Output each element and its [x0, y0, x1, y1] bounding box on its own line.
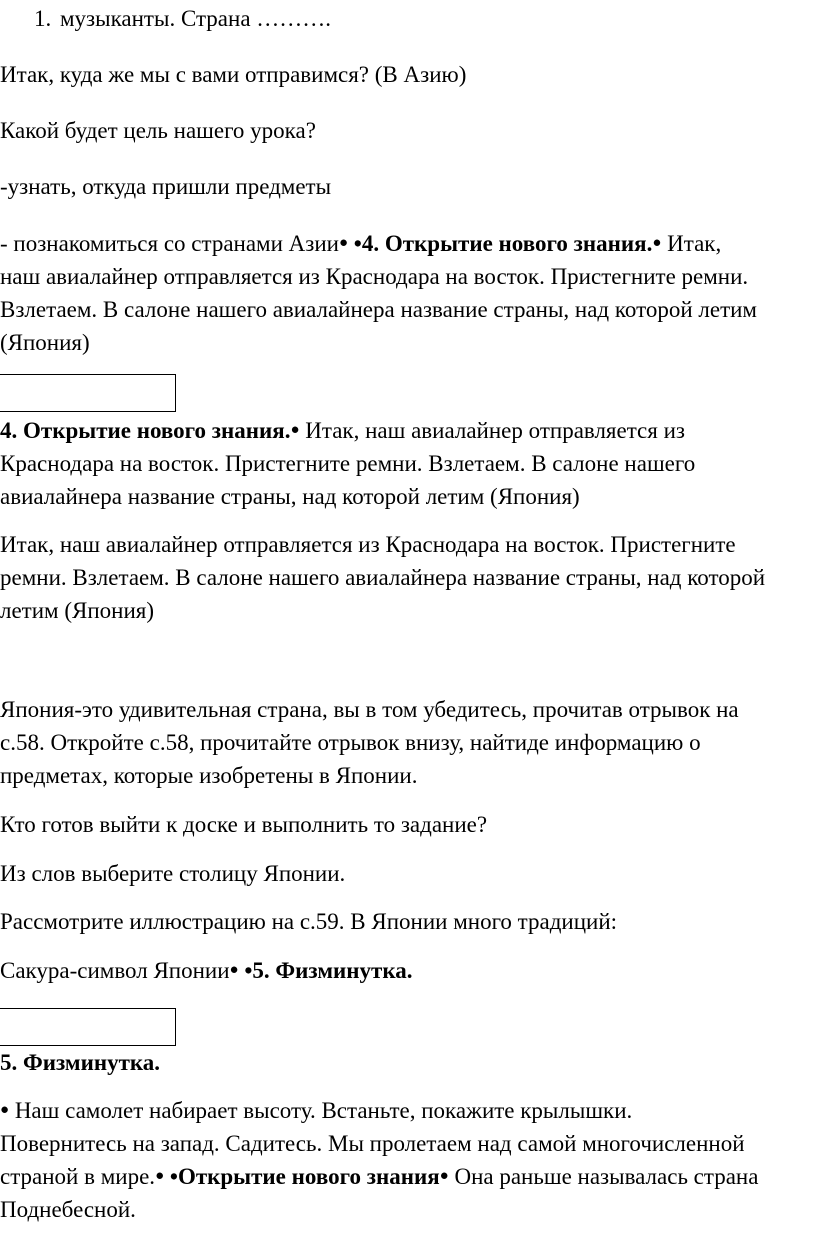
block5-line — [0, 955, 412, 990]
paragraph-asia-question: Итак, куда же мы с вами отправимся? (В Азию) — [0, 62, 467, 87]
list-item — [34, 3, 331, 34]
block6-separator: • — [164, 1164, 178, 1189]
block1-text-start: - познакомиться со странами Азии — [0, 231, 339, 256]
bullet-icon: ● — [290, 422, 300, 438]
heading-fizminutka — [0, 1047, 160, 1078]
block6-line2: Повернитесь на запад. Садитесь. Мы пролетаем над самой многочисленной — [0, 1131, 745, 1156]
bullet-icon: ● — [338, 235, 349, 251]
block4-line1: Япония-это удивительная страна, вы в том убедитесь, прочитав отрывок на — [0, 697, 739, 722]
block6-text: Наш самолет набирает высоту. Встаньте, покажите крылышки. — [9, 1098, 633, 1123]
bullet-icon: ● — [652, 235, 662, 251]
block6-heading: Открытие нового знания — [177, 1164, 440, 1189]
paragraph-who-ready: Кто готов выйти к доске и выполнить то задание? — [0, 812, 488, 837]
block6-text-start: страной в мире. — [0, 1164, 156, 1189]
block4-line3: предметах, которые изобретены в Японии. — [0, 763, 418, 788]
block1-separator: • — [348, 231, 362, 256]
block1-line2: наш авиалайнер отправляется из Краснодара на восток. Пристегните ремни. — [0, 264, 749, 289]
block5-text-start: Сакура-символ Японии — [0, 958, 230, 983]
block1-line3: Взлетаем. В салоне нашего авиалайнера название страны, над которой летим — [0, 297, 757, 322]
list-text: музыканты. Страна ………. — [60, 6, 332, 31]
bullet-icon: ● — [0, 1102, 10, 1118]
block3-line1: Итак, наш авиалайнер отправляется из Краснодара на восток. Пристегните — [0, 532, 736, 557]
bullet-icon: ● — [229, 962, 239, 978]
block3-line3: летим (Япония) — [0, 598, 155, 623]
block6-line4: Поднебесной. — [0, 1197, 136, 1222]
empty-frame — [0, 1008, 176, 1046]
empty-frame — [0, 374, 176, 412]
paragraph-capital: Из слов выберите столицу Японии. — [0, 861, 346, 886]
block6-line3 — [0, 1161, 758, 1196]
block5-separator: • — [238, 958, 253, 983]
paragraph-goal-question: Какой будет цель нашего урока? — [0, 118, 316, 143]
block6-text-end: Она раньше называлась страна — [448, 1164, 759, 1189]
block2-line3: авиалайнера название страны, над которой летим (Япония) — [0, 484, 580, 509]
block2-line1 — [0, 415, 685, 450]
block2-heading: 4. Открытие нового знания. — [0, 418, 291, 443]
block6-line1 — [0, 1095, 632, 1130]
block1-text-end: Итак, — [661, 231, 722, 256]
list-number: 1. — [34, 6, 52, 31]
block1-heading: 4. Открытие нового знания. — [361, 231, 653, 256]
paragraph-goal-1: -узнать, откуда пришли предметы — [0, 174, 332, 199]
bullet-icon: ● — [439, 1168, 449, 1184]
block3-line2: ремни. Взлетаем. В салоне нашего авиалайнера название страны, над которой — [0, 565, 766, 590]
block1-line1 — [0, 228, 721, 263]
paragraph-illustration: Рассмотрите иллюстрацию на с.59. В Японии много традиций: — [0, 909, 618, 934]
block5-heading: 5. Физминутка. — [252, 958, 413, 983]
block2-text-end: Итак, наш авиалайнер отправляется из — [299, 418, 685, 443]
bullet-icon: ● — [155, 1168, 165, 1184]
block1-line4: (Япония) — [0, 330, 90, 355]
block2-line2: Краснодара на восток. Пристегните ремни. Взлетаем. В салоне нашего — [0, 451, 696, 476]
block4-line2: с.58. Откройте с.58, прочитайте отрывок внизу, найтиде информацию о — [0, 730, 701, 755]
heading-fizminutka-text: 5. Физминутка. — [0, 1050, 161, 1075]
